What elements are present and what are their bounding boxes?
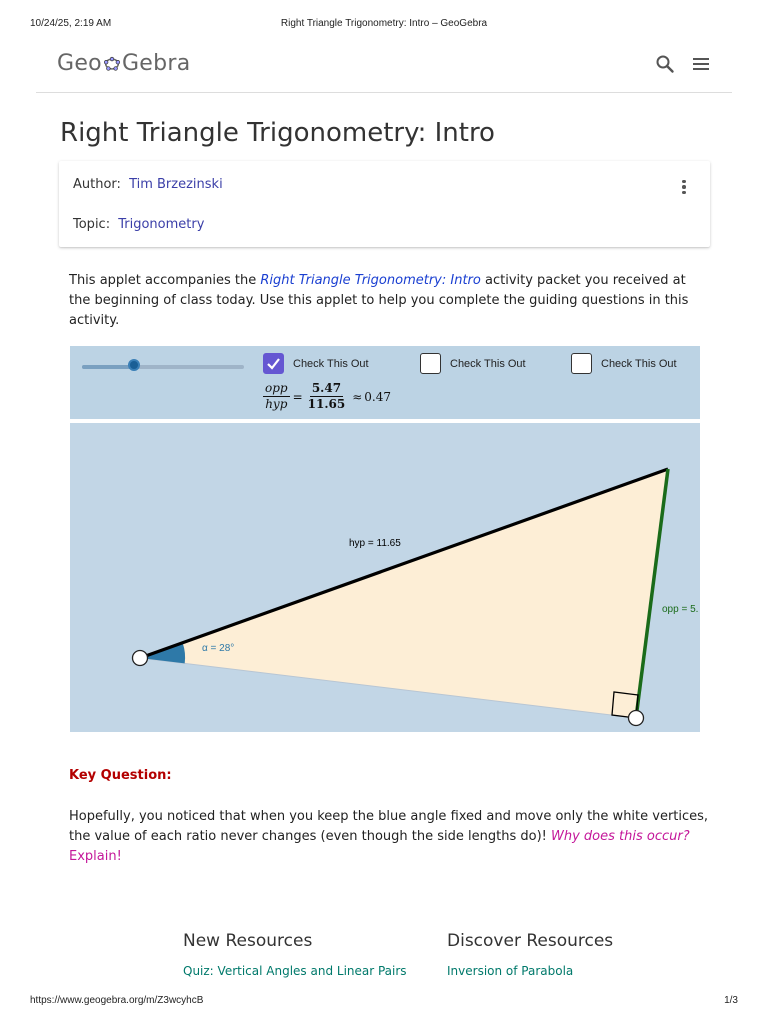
discover-resource-link[interactable]: Inversion of Parabola (447, 964, 574, 978)
hyp-label: hyp = 11.65 (349, 538, 401, 549)
new-resources-heading: New Resources (183, 931, 313, 951)
discover-resources-heading: Discover Resources (447, 931, 614, 951)
search-icon[interactable] (653, 52, 677, 76)
intro-text-after: activity packet you received at the beginning of class today. Use this applet to help you complete the guiding questions in this activity. (69, 273, 689, 328)
key-question-tail: Explain! (69, 849, 122, 864)
formula-result: 0.47 (364, 389, 392, 404)
menu-icon[interactable] (689, 52, 713, 76)
formula-rhs-den: 11.65 (307, 397, 346, 411)
triangle-graphics[interactable] (70, 346, 700, 732)
geogebra-logo-icon (103, 55, 121, 73)
formula-lhs-num: opp (265, 381, 288, 395)
page-title: Right Triangle Trigonometry: Intro (60, 118, 495, 148)
logo-text-right: Gebra (121, 51, 191, 76)
vertex-point-left[interactable] (133, 651, 148, 666)
vertex-point-bottom[interactable] (629, 711, 644, 726)
print-datetime: 10/24/25, 2:19 AM (30, 18, 112, 29)
activity-link[interactable]: Right Triangle Trigonometry: Intro (260, 273, 481, 288)
angle-label: α = 28° (202, 643, 235, 654)
logo-text-left: Geo (57, 51, 102, 76)
author-link[interactable]: Tim Brzezinski (129, 177, 223, 192)
topic-link[interactable]: Trigonometry (118, 217, 205, 232)
author-row (73, 177, 223, 192)
intro-text (69, 271, 709, 331)
formula-lhs-den: hyp (265, 397, 288, 411)
opp-label: opp = 5. (662, 604, 699, 615)
more-options-icon[interactable] (674, 177, 694, 197)
checkbox-2-label[interactable]: Check This Out (450, 358, 526, 370)
checkbox-3-label[interactable]: Check This Out (601, 358, 677, 370)
key-question-text (69, 807, 709, 867)
metadata-card (59, 161, 710, 247)
print-url: https://www.geogebra.org/m/Z3wcyhcB (30, 995, 204, 1006)
checkbox-1-label[interactable]: Check This Out (293, 358, 369, 370)
geogebra-logo[interactable] (57, 51, 191, 76)
author-label: Author: (73, 177, 121, 192)
triangle-fill (140, 469, 668, 718)
formula-approx: ≈ (352, 389, 363, 404)
key-question-heading: Key Question: (69, 768, 172, 783)
topic-label: Topic: (73, 217, 111, 232)
new-resource-link[interactable]: Quiz: Vertical Angles and Linear Pairs (183, 964, 407, 978)
topbar-divider (36, 92, 732, 93)
formula-equals: = (292, 389, 303, 404)
print-page-number: 1/3 (724, 995, 738, 1006)
intro-text-before: This applet accompanies the (69, 273, 261, 288)
key-question-body: Hopefully, you noticed that when you keep the blue angle fixed and move only the white vertices, the value of each ratio never changes (even though the side lengths do)! (69, 809, 709, 844)
print-doc-title: Right Triangle Trigonometry: Intro – GeoGebra (280, 18, 488, 29)
formula-rhs-num: 5.47 (311, 381, 342, 395)
topic-row (73, 217, 204, 232)
key-question-ask: Why does this occur? (551, 829, 690, 844)
geogebra-applet[interactable] (70, 346, 700, 732)
